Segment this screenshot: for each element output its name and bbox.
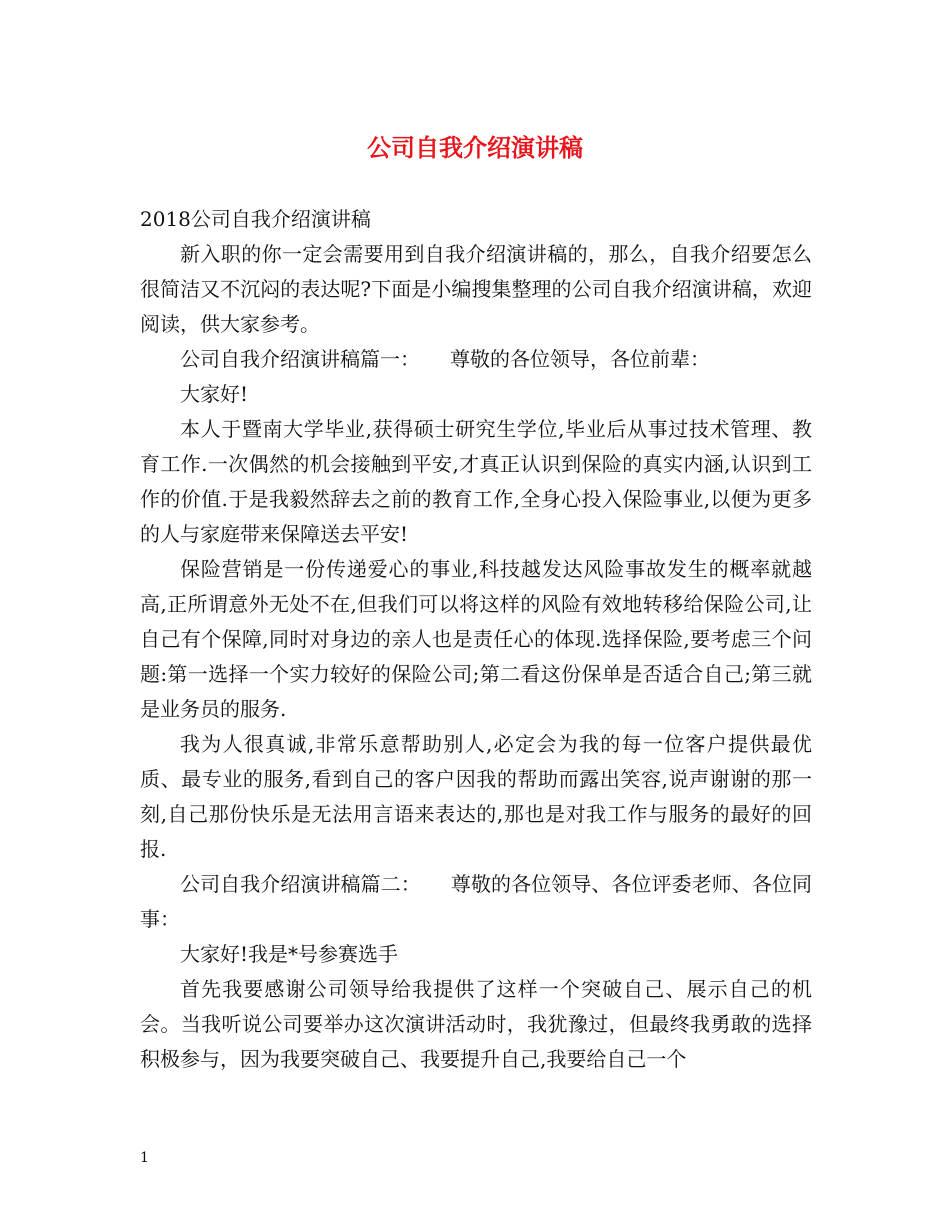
paragraph-part-two-heading: 公司自我介绍演讲稿篇二： 尊敬的各位领导、各位评委老师、各位同事： bbox=[140, 872, 812, 931]
page-number: 1 bbox=[140, 1150, 149, 1166]
paragraph-greeting-one: 大家好! bbox=[180, 382, 249, 406]
paragraph-service: 我为人很真诚,非常乐意帮助别人,必定会为我的每一位客户提供最优质、最专业的服务,看到自己的客户因我的帮助而露出笑容,说声谢谢的那一刻,自己那份快乐是无法用言语来表达的,那也是对我工作与服务的最好的回报. bbox=[140, 732, 812, 861]
document-subtitle: 2018公司自我介绍演讲稿 bbox=[140, 207, 371, 231]
paragraph-background: 本人于暨南大学毕业,获得硕士研究生学位,毕业后从事过技术管理、教育工作.一次偶然的机会接触到平安,才真正认识到保险的真实内涵,认识到工作的价值.于是我毅然辞去之前的教育工作,全身心投入保险事业,以便为更多的人与家庭带来保障送去平安! bbox=[140, 417, 812, 546]
paragraph-greeting-two: 大家好!我是*号参赛选手 bbox=[180, 942, 399, 966]
paragraph-insurance: 保险营销是一份传递爱心的事业,科技越发达风险事故发生的概率就越高,正所谓意外无处不在,但我们可以将这样的风险有效地转移给保险公司,让自己有个保障,同时对身边的亲人也是责任心的体现.选择保险,要考虑三个问题:第一选择一个实力较好的保险公司;第二看这份保单是否适合自己;第三就是业务员的服务. bbox=[140, 557, 812, 721]
paragraph-intro: 新入职的你一定会需要用到自我介绍演讲稿的，那么，自我介绍要怎么很简洁又不沉闷的表达呢?下面是小编搜集整理的公司自我介绍演讲稿，欢迎阅读，供大家参考。 bbox=[140, 242, 812, 336]
paragraph-part-one-heading: 公司自我介绍演讲稿篇一： 尊敬的各位领导，各位前辈： bbox=[180, 347, 710, 371]
paragraph-thanks: 首先我要感谢公司领导给我提供了这样一个突破自己、展示自己的机会。当我听说公司要举办这次演讲活动时，我犹豫过，但最终我勇敢的选择积极参与，因为我要突破自己、我要提升自己,我要给自己一个 bbox=[140, 977, 812, 1071]
document-body bbox=[140, 202, 812, 1077]
document-title: 公司自我介绍演讲稿 bbox=[367, 133, 583, 162]
